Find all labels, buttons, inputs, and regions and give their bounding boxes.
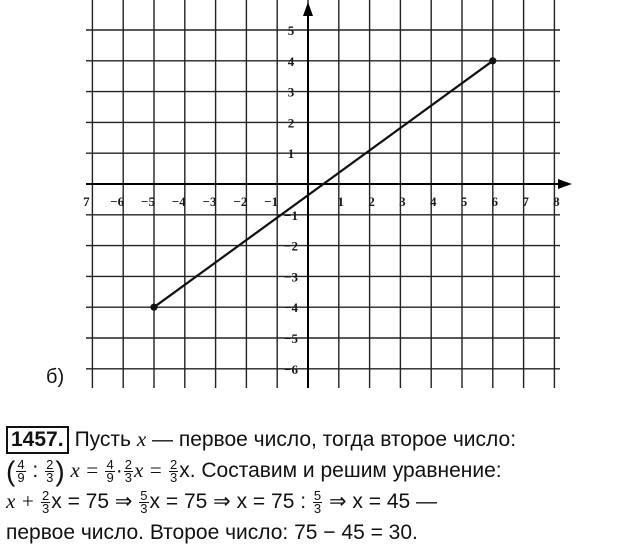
x-tick-label: 6 bbox=[491, 194, 499, 209]
y-tick-label: −5 bbox=[284, 331, 298, 346]
fraction-4-9: $\frac{4}{9}$ bbox=[17, 456, 25, 485]
y-tick-label: −2 bbox=[284, 238, 298, 254]
x-tick-label: −5 bbox=[141, 194, 155, 209]
y-tick-label: −1 bbox=[284, 207, 298, 223]
y-tick-label: 5 bbox=[287, 23, 295, 38]
fraction-2-3-c: $\frac{2}{3}$ bbox=[169, 456, 178, 485]
y-tick-label: 2 bbox=[287, 115, 295, 131]
line2-a: x = bbox=[70, 458, 105, 482]
x-tick-label: −6 bbox=[110, 194, 125, 209]
problem-text bbox=[6, 424, 618, 548]
line2-d: x. Составим и решим уравнение: bbox=[179, 459, 502, 482]
series-point bbox=[150, 304, 157, 311]
y-tick-label: 4 bbox=[287, 53, 295, 69]
line2-c: x = bbox=[133, 458, 168, 482]
series-point bbox=[489, 57, 496, 64]
line1-text: Пусть bbox=[74, 428, 131, 451]
paren-close: ) bbox=[55, 455, 65, 487]
part-label: б) bbox=[46, 366, 65, 388]
x-tick-label: 5 bbox=[460, 194, 468, 209]
fraction-5-3: $\frac{5}{3}$ bbox=[140, 487, 148, 516]
y-axis-arrow bbox=[303, 2, 313, 16]
x-axis-arrow bbox=[558, 179, 572, 189]
problem-number: 1457. bbox=[6, 426, 69, 454]
line3-a: x + bbox=[6, 489, 40, 513]
x-tick-label: 4 bbox=[429, 194, 437, 209]
x-tick-label: −3 bbox=[202, 194, 217, 209]
fraction-2-3-b: $\frac{2}{3}$ bbox=[124, 456, 132, 485]
y-tick-label: −4 bbox=[284, 300, 298, 316]
line3-d: ⇒ x = 45 — bbox=[323, 490, 438, 513]
x-tick-label: −1 bbox=[264, 194, 279, 209]
x-tick-label: 2 bbox=[368, 194, 375, 209]
y-tick-label: 1 bbox=[287, 146, 295, 162]
line3-c: x = 75 ⇒ x = 75 : bbox=[149, 490, 312, 513]
fraction-4-9-b: $\frac{4}{9}$ bbox=[106, 456, 114, 485]
x-tick-label: 3 bbox=[399, 194, 406, 209]
x-tick-label: 7 bbox=[522, 194, 529, 209]
fraction-5-3-b: $\frac{5}{3}$ bbox=[313, 487, 322, 516]
y-tick-label: −3 bbox=[284, 269, 298, 285]
line3-b: x = 75 ⇒ bbox=[51, 490, 139, 513]
problem-line-2: ( $\frac{4}{9}$ : $\frac{2}{3}$ ) x = $\frac{4}{9}$ · $\frac{2}{3}$ x = $\frac{2}{3}$ x. Составим и решим уравнение: bbox=[6, 455, 502, 487]
line1-var: x bbox=[136, 427, 147, 451]
problem-line-4: первое число. Второе число: 75 − 45 = 30. bbox=[6, 521, 418, 544]
line2-b: · bbox=[115, 459, 123, 482]
y-tick-label: −6 bbox=[284, 361, 298, 377]
x-tick-label: 1 bbox=[337, 194, 345, 209]
x-tick-label: 8 bbox=[553, 194, 560, 209]
problem-line-3 bbox=[6, 486, 618, 517]
x-tick-label: −4 bbox=[171, 194, 186, 209]
line1-rest: — первое число, тогда второе число: bbox=[146, 428, 517, 451]
x-tick-label: −2 bbox=[233, 194, 248, 209]
fraction-2-3-d: $\frac{2}{3}$ bbox=[42, 487, 50, 516]
problem-line-1 bbox=[6, 424, 618, 455]
fraction-2-3: $\frac{2}{3}$ bbox=[46, 456, 54, 485]
y-tick-label: 3 bbox=[287, 84, 295, 100]
paren-open: ( bbox=[6, 455, 16, 487]
x-tick-label: 7 bbox=[83, 194, 90, 209]
